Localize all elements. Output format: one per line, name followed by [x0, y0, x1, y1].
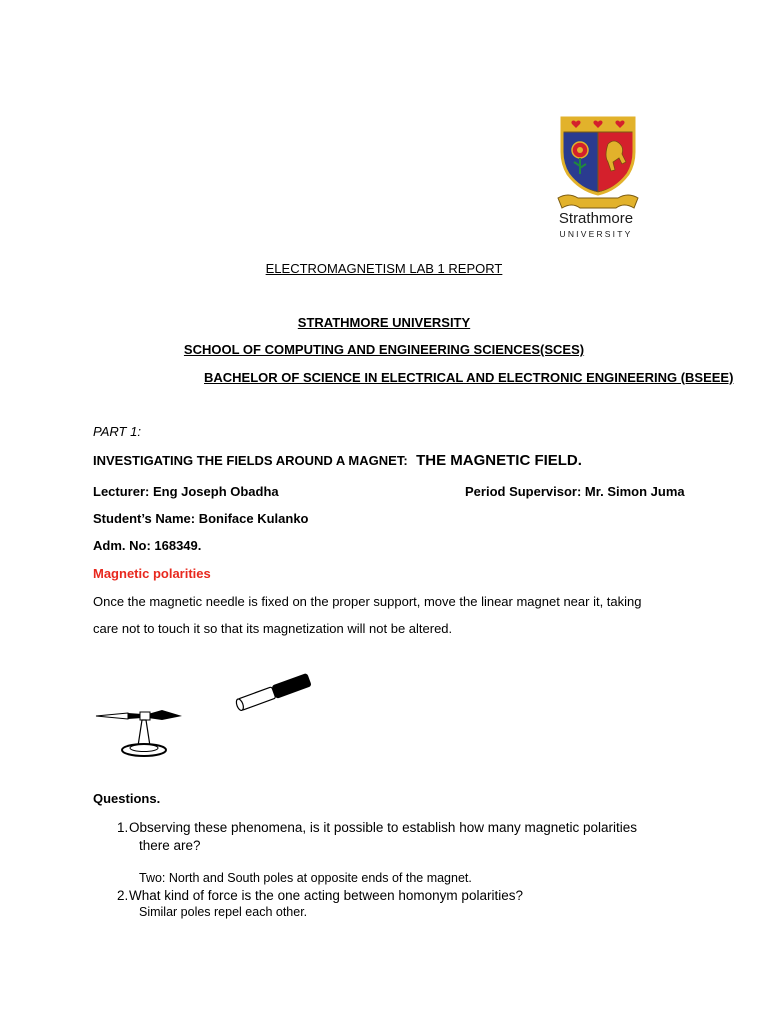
investigation-label: INVESTIGATING THE FIELDS AROUND A MAGNET: [93, 453, 408, 468]
bar-magnet-icon [230, 668, 320, 718]
question-1-line-1: Observing these phenomena, is it possible to establish how many magnetic polarities [129, 820, 638, 835]
questions-heading: Questions. [93, 791, 161, 806]
school-heading: SCHOOL OF COMPUTING AND ENGINEERING SCIENCES(SCES) [183, 342, 585, 357]
student-name: Student’s Name: Boniface Kulanko [93, 511, 309, 526]
investigation-topic: THE MAGNETIC FIELD. [416, 452, 582, 469]
university-subtitle: UNIVERSITY [559, 229, 633, 239]
instructions-line-2: care not to touch it so that its magnetization will not be altered. [93, 621, 453, 636]
part-label: PART 1: [93, 424, 141, 439]
university-name: Strathmore [558, 210, 634, 227]
program-heading: BACHELOR OF SCIENCE IN ELECTRICAL AND ELECTRONIC ENGINEERING (BSEEE) [204, 370, 734, 385]
investigation-line [93, 452, 582, 470]
magnet-illustration [92, 668, 322, 768]
instructions-line-1: Once the magnetic needle is fixed on the proper support, move the linear magnet near it, taking [93, 594, 642, 609]
section-heading: Magnetic polarities [93, 566, 211, 581]
question-2-number: 2. [117, 888, 129, 903]
question-1-number: 1. [117, 820, 129, 835]
question-1-line-2: there are? [139, 838, 201, 853]
question-2-line-1: What kind of force is the one acting between homonym polarities? [129, 888, 523, 903]
answer-1: Two: North and South poles at opposite ends of the magnet. [139, 871, 472, 885]
admission-number: Adm. No: 168349. [93, 538, 202, 553]
report-title: ELECTROMAGNETISM LAB 1 REPORT [265, 261, 503, 276]
lecturer: Lecturer: Eng Joseph Obadha [93, 484, 279, 499]
supervisor: Period Supervisor: Mr. Simon Juma [465, 484, 685, 499]
answer-2: Similar poles repel each other. [139, 905, 308, 919]
university-heading: STRATHMORE UNIVERSITY [297, 315, 471, 330]
crest-icon [548, 112, 658, 212]
